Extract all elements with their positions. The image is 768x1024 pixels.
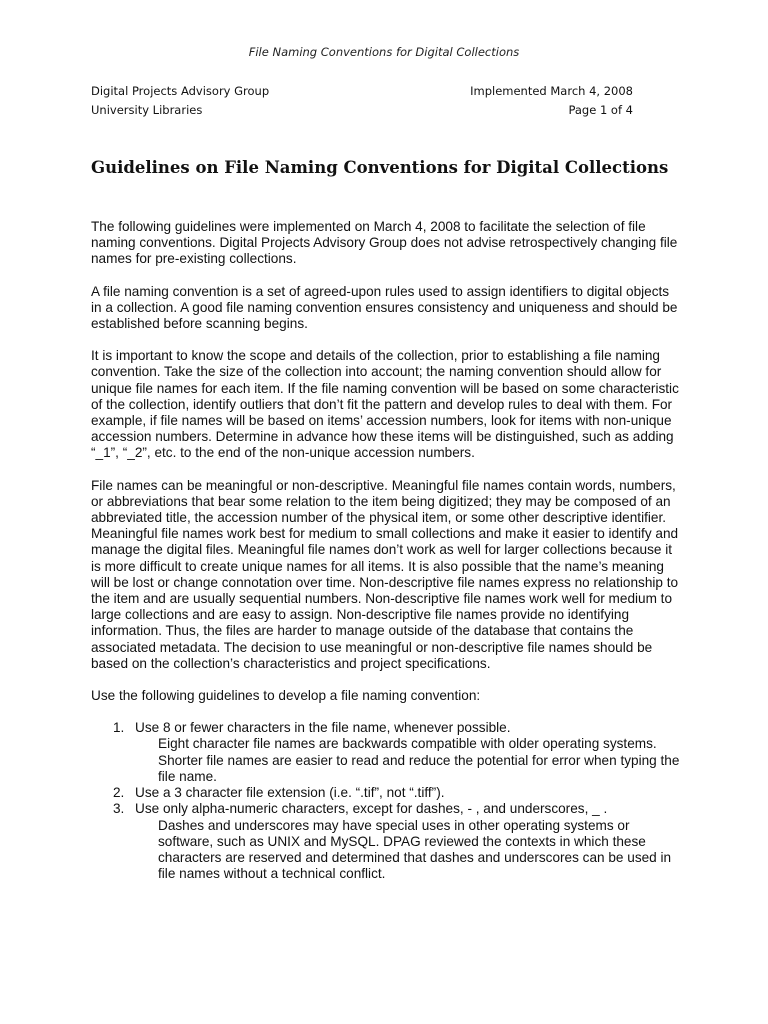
running-header: File Naming Conventions for Digital Collections <box>248 45 520 59</box>
page-number: Page 1 of 4 <box>568 103 633 117</box>
guideline-detail: Eight character file names are backwards compatible with older operating systems. Shorter file names are easier to read and reduce the potential for error when typing the file name. <box>158 736 680 784</box>
list-number: 1. <box>113 720 125 736</box>
implementation-date: Implemented March 4, 2008 <box>470 84 633 98</box>
paragraph-meaningful-vs-nondescriptive: File names can be meaningful or non-descriptive. Meaningful file names contain words, numbers, or abbreviations that bear some relation to the item being digitized; they may be composed of an abbreviated title, the accession number of the physical item, or some other descriptive identifier. Meaningful file names work best for medium to small collections and make it easier to identify and manage the digital files. Meaningful file names don’t work as well for larger collections because it is more difficult to create unique names for all items. It is also possible that the name’s meaning will be lost or change connotation over time. Non-descriptive file names express no relationship to the item and are usually sequential numbers. Non-descriptive file names work well for medium to large collections and are easy to assign. Non-descriptive file names provide no identifying information. Thus, the files are harder to manage outside of the database that contains the associated metadata. The decision to use meaningful or non-descriptive file names should be based on the collection’s characteristics and project specifications. <box>91 477 679 671</box>
paragraph-scope: It is important to know the scope and details of the collection, prior to establishing a file naming convention. Take the size of the collection into account; the naming convention should allow for unique file names for each item. If the file naming convention will be based on some characteristic of the collection, identify outliers that don’t fit the pattern and develop rules to deal with them. For example, if file names will be based on items’ accession numbers, look for items with non-unique accession numbers. Determine in advance how these items will be distinguished, such as adding “_1”, “_2”, etc. to the end of the non-unique accession numbers. <box>91 348 679 461</box>
list-item <box>91 801 681 882</box>
list-number: 2. <box>113 785 125 801</box>
meta-row-1 <box>91 84 633 98</box>
list-item <box>91 785 681 801</box>
paragraph-guidelines-intro: Use the following guidelines to develop a file naming convention: <box>91 688 481 704</box>
guidelines-list <box>91 720 681 882</box>
guideline-detail: Dashes and underscores may have special uses in other operating systems or software, such as UNIX and MySQL. DPAG reviewed the contexts in which these characters are reserved and determined that dashes and underscores can be used in file names without a technical conflict. <box>158 817 672 882</box>
list-item <box>91 720 681 785</box>
guideline-text: Use a 3 character file extension (i.e. “.tif”, not “.tiff”). <box>135 785 445 801</box>
list-number: 3. <box>113 801 125 817</box>
organization-name: Digital Projects Advisory Group <box>91 84 270 98</box>
document-title: Guidelines on File Naming Conventions for Digital Collections <box>91 158 669 177</box>
guideline-text: Use 8 or fewer characters in the file name, whenever possible. <box>135 720 511 736</box>
department-name: University Libraries <box>91 103 203 117</box>
paragraph-definition: A file naming convention is a set of agreed-upon rules used to assign identifiers to digital objects in a collection. A good file naming convention ensures consistency and uniqueness and should be established before scanning begins. <box>91 283 678 332</box>
meta-row-2 <box>91 103 633 117</box>
document-body <box>91 219 681 882</box>
guideline-text: Use only alpha-numeric characters, except for dashes, - , and underscores, _ . <box>135 801 608 817</box>
paragraph-intro: The following guidelines were implemented on March 4, 2008 to facilitate the selection of file naming conventions. Digital Projects Advisory Group does not advise retrospectively changing file names for pre-existing collections. <box>91 219 678 267</box>
